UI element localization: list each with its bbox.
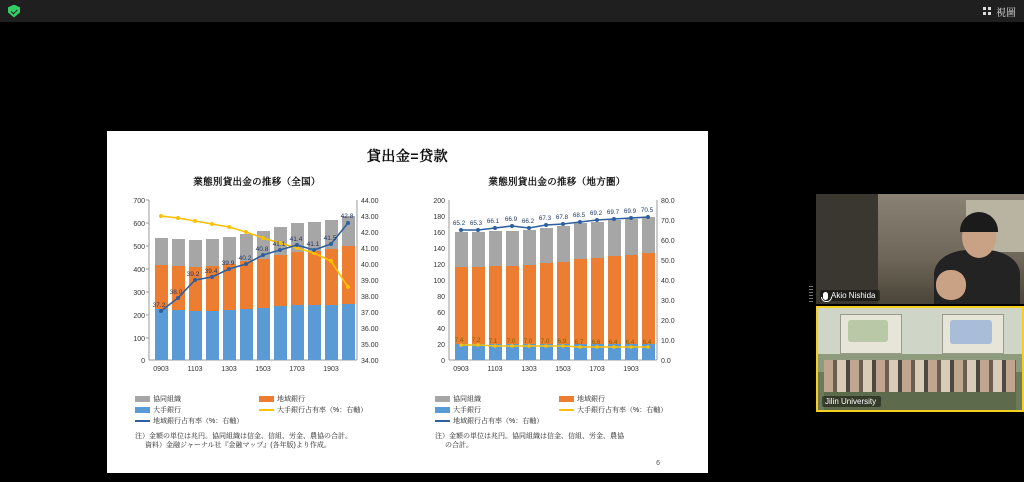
legend-label: 大手銀行 — [453, 407, 481, 414]
svg-text:600: 600 — [133, 221, 145, 228]
chart-national — [107, 174, 407, 451]
svg-text:37.2: 37.2 — [152, 302, 166, 309]
chart-national-legend — [135, 394, 385, 426]
svg-text:34.00: 34.00 — [361, 358, 379, 365]
svg-text:39.00: 39.00 — [361, 278, 379, 285]
legend-swatch-icon — [135, 407, 150, 413]
svg-text:40.8: 40.8 — [255, 246, 269, 253]
legend-swatch-icon — [259, 396, 274, 402]
svg-text:67.8: 67.8 — [555, 214, 569, 221]
shield-check-icon — [8, 5, 20, 18]
svg-text:500: 500 — [133, 244, 145, 251]
legend-label: 地域銀行 — [577, 396, 605, 403]
svg-text:40.00: 40.00 — [361, 262, 379, 269]
svg-text:7.0: 7.0 — [540, 338, 550, 345]
legend-item — [259, 394, 377, 404]
svg-text:6.6: 6.6 — [591, 339, 601, 346]
svg-text:69.9: 69.9 — [623, 208, 637, 215]
svg-text:42.00: 42.00 — [361, 230, 379, 237]
participant-name: Jilin University — [825, 397, 877, 406]
svg-text:7.0: 7.0 — [523, 338, 533, 345]
svg-text:1103: 1103 — [187, 366, 203, 373]
legend-label: 協同組織 — [153, 396, 181, 403]
svg-text:80.0: 80.0 — [661, 198, 675, 205]
participant-tile-classroom[interactable] — [816, 306, 1024, 412]
chart-regional-note — [435, 432, 695, 451]
map-shape-right — [950, 320, 992, 344]
svg-text:37.00: 37.00 — [361, 310, 379, 317]
svg-text:300: 300 — [133, 290, 145, 297]
svg-text:66.2: 66.2 — [521, 218, 535, 225]
participant-name: Akio Nishida — [831, 291, 876, 300]
note-line: 注）金額の単位は兆円。協同組織は信金、信組、労金、農協 — [435, 433, 624, 440]
svg-text:7.2: 7.2 — [471, 337, 481, 344]
svg-text:0.0: 0.0 — [661, 358, 671, 365]
legend-swatch-icon — [435, 396, 450, 402]
svg-text:200: 200 — [433, 198, 445, 205]
legend-item — [259, 405, 377, 415]
legend-item — [435, 405, 553, 415]
svg-text:35.00: 35.00 — [361, 342, 379, 349]
legend-item — [559, 405, 677, 415]
svg-text:68.5: 68.5 — [572, 212, 586, 219]
svg-text:38.0: 38.0 — [169, 289, 183, 296]
legend-label: 地域銀行 — [277, 396, 305, 403]
svg-text:7.0: 7.0 — [506, 338, 516, 345]
svg-text:41.1: 41.1 — [306, 241, 320, 248]
speaker-hand — [936, 270, 966, 300]
chart-regional-plot — [407, 192, 707, 392]
participant-video-rail — [808, 0, 1024, 482]
rail-drag-handle[interactable] — [809, 286, 813, 302]
legend-swatch-icon — [559, 396, 574, 402]
microphone-icon — [823, 292, 828, 300]
participant-name-badge — [822, 396, 881, 407]
svg-text:60.0: 60.0 — [661, 238, 675, 245]
svg-text:0903: 0903 — [453, 366, 469, 373]
map-shape-left — [848, 320, 888, 342]
legend-item — [559, 394, 677, 404]
legend-swatch-icon — [135, 396, 150, 402]
legend-item — [135, 405, 253, 415]
audience-row — [824, 360, 1016, 394]
svg-text:160: 160 — [433, 230, 445, 237]
view-label: 視圖 — [996, 7, 1016, 19]
svg-text:39.9: 39.9 — [221, 260, 235, 267]
legend-label: 大手銀行占有率（%：右軸） — [577, 407, 668, 414]
svg-text:180: 180 — [433, 214, 445, 221]
video-background-left — [816, 194, 878, 304]
slide-page-number: 6 — [656, 460, 660, 467]
chart-regional — [407, 174, 707, 451]
svg-text:1503: 1503 — [255, 366, 271, 373]
legend-label: 地域銀行占有率（%：右軸） — [153, 418, 244, 425]
svg-text:40.2: 40.2 — [238, 255, 252, 262]
chart-national-caption: 業態別貸出金の推移（全国） — [193, 177, 321, 188]
svg-text:70.5: 70.5 — [640, 207, 654, 214]
svg-text:0: 0 — [141, 358, 145, 365]
svg-text:7.4: 7.4 — [454, 337, 464, 344]
svg-text:65.3: 65.3 — [469, 220, 483, 227]
svg-text:38.00: 38.00 — [361, 294, 379, 301]
note-line: 注）金額の単位は兆円。協同組織は信金、信組、労金、農協の合計。 — [135, 433, 352, 440]
svg-text:60: 60 — [437, 310, 445, 317]
svg-text:1303: 1303 — [521, 366, 537, 373]
svg-text:120: 120 — [433, 262, 445, 269]
svg-text:41.5: 41.5 — [323, 235, 337, 242]
legend-item — [135, 416, 253, 426]
svg-text:80: 80 — [437, 294, 445, 301]
svg-text:1503: 1503 — [555, 366, 571, 373]
legend-label: 協同組織 — [453, 396, 481, 403]
svg-text:66.1: 66.1 — [486, 218, 500, 225]
svg-text:1303: 1303 — [221, 366, 237, 373]
legend-line-icon — [559, 409, 574, 411]
svg-text:0903: 0903 — [153, 366, 169, 373]
chart-national-plot — [107, 192, 407, 392]
legend-line-icon — [259, 409, 274, 411]
svg-text:1703: 1703 — [289, 366, 305, 373]
chart-regional-legend — [435, 394, 685, 426]
chart-national-note — [135, 432, 395, 451]
svg-text:20: 20 — [437, 342, 445, 349]
svg-text:6.9: 6.9 — [557, 338, 567, 345]
legend-label: 地域銀行占有率（%：右軸） — [453, 418, 544, 425]
svg-text:100: 100 — [433, 278, 445, 285]
legend-label: 大手銀行占有率（%：右軸） — [277, 407, 368, 414]
note-line: 資料）金融ジャーナル社『金融マップ』(各年版)より作成。 — [145, 442, 331, 450]
svg-text:700: 700 — [133, 198, 145, 205]
svg-text:70.0: 70.0 — [661, 218, 675, 225]
legend-item — [435, 416, 553, 426]
svg-text:44.00: 44.00 — [361, 198, 379, 205]
svg-text:1903: 1903 — [323, 366, 339, 373]
svg-text:140: 140 — [433, 246, 445, 253]
participant-tile-speaker[interactable] — [816, 194, 1024, 304]
svg-text:66.9: 66.9 — [504, 216, 518, 223]
svg-text:41.4: 41.4 — [289, 236, 303, 243]
svg-text:6.4: 6.4 — [608, 339, 618, 346]
svg-text:65.2: 65.2 — [452, 220, 466, 227]
svg-text:40: 40 — [437, 326, 445, 333]
svg-text:6.7: 6.7 — [574, 339, 584, 346]
svg-text:50.0: 50.0 — [661, 258, 675, 265]
svg-text:6.4: 6.4 — [625, 339, 635, 346]
svg-text:400: 400 — [133, 267, 145, 274]
svg-text:42.8: 42.8 — [340, 213, 354, 220]
svg-text:0: 0 — [441, 358, 445, 365]
legend-item — [135, 394, 253, 404]
svg-text:30.0: 30.0 — [661, 298, 675, 305]
legend-item — [435, 394, 553, 404]
svg-text:40.0: 40.0 — [661, 278, 675, 285]
chart-regional-caption: 業態別貸出金の推移（地方圏） — [488, 177, 626, 188]
svg-text:10.0: 10.0 — [661, 338, 675, 345]
svg-text:7.1: 7.1 — [488, 338, 498, 345]
svg-text:200: 200 — [133, 313, 145, 320]
legend-swatch-icon — [435, 407, 450, 413]
legend-line-icon — [135, 420, 150, 422]
svg-text:39.4: 39.4 — [204, 268, 218, 275]
svg-text:69.7: 69.7 — [606, 209, 620, 216]
svg-text:20.0: 20.0 — [661, 318, 675, 325]
shared-screen-stage — [0, 131, 808, 473]
slide-title: 貸出金=贷款 — [366, 148, 449, 164]
svg-text:41.1: 41.1 — [272, 241, 286, 248]
presentation-slide — [107, 131, 708, 473]
charts-container — [107, 174, 708, 451]
svg-text:67.3: 67.3 — [538, 215, 552, 222]
legend-label: 大手銀行 — [153, 407, 181, 414]
svg-text:39.2: 39.2 — [186, 271, 200, 278]
svg-text:100: 100 — [133, 336, 145, 343]
svg-text:6.4: 6.4 — [642, 339, 652, 346]
svg-text:69.2: 69.2 — [589, 210, 603, 217]
svg-text:43.00: 43.00 — [361, 214, 379, 221]
svg-text:1703: 1703 — [589, 366, 605, 373]
svg-text:1903: 1903 — [623, 366, 639, 373]
participant-name-badge — [820, 290, 880, 301]
svg-text:36.00: 36.00 — [361, 326, 379, 333]
note-line: の合計。 — [445, 442, 473, 450]
svg-text:41.00: 41.00 — [361, 246, 379, 253]
svg-text:1103: 1103 — [487, 366, 503, 373]
legend-line-icon — [435, 420, 450, 422]
